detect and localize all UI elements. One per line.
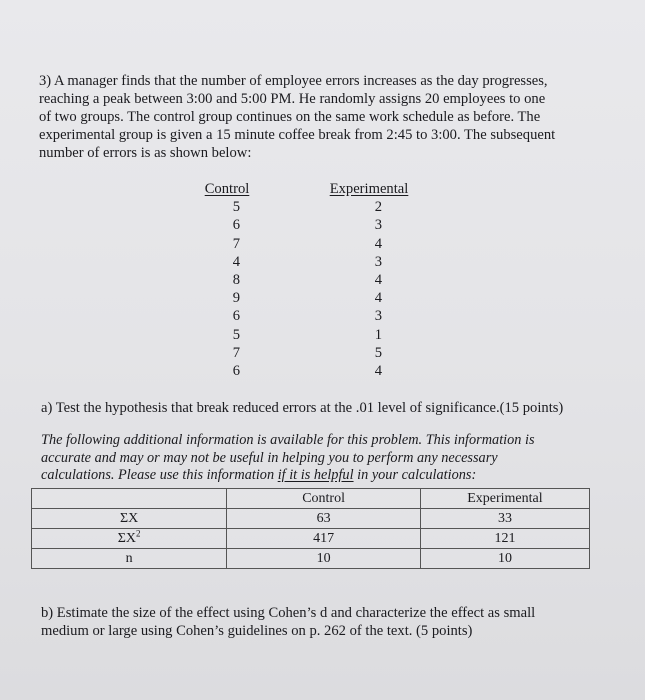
control-value: 6 — [232, 363, 240, 380]
experimental-value: 4 — [374, 290, 382, 307]
row-label-text: n — [125, 551, 133, 566]
control-value: 5 — [232, 326, 240, 343]
row-label-text: ΣX — [117, 531, 137, 546]
additional-info-note — [41, 432, 601, 485]
table-row — [32, 549, 590, 569]
control-value: 9 — [232, 290, 240, 307]
experimental-value: 3 — [374, 308, 382, 325]
table-row — [32, 529, 590, 549]
control-value: 6 — [232, 217, 240, 234]
control-column — [201, 180, 253, 380]
control-value: 7 — [232, 235, 240, 252]
control-cell: 63 — [227, 509, 421, 529]
problem-line: of two groups. The control group continues on the same work schedule as before. The — [39, 109, 541, 125]
note-emphasis: if it is helpful — [277, 467, 354, 483]
part-b-line: b) Estimate the size of the effect using Cohen’s d and characterize the effect as small — [41, 605, 536, 621]
control-cell: 10 — [227, 549, 421, 569]
part-a-question: a) Test the hypothesis that break reduced errors at the .01 level of significance.(15 points) — [41, 400, 564, 416]
control-cell: 417 — [227, 529, 421, 549]
summary-stats-table — [31, 488, 590, 569]
note-line-end: in your calculations: — [353, 467, 477, 483]
problem-line: 3) A manager finds that the number of employee errors increases as the day progresses, — [39, 73, 548, 89]
note-line — [41, 467, 601, 485]
experimental-column — [325, 180, 413, 380]
control-value: 6 — [232, 308, 240, 325]
experimental-value: 3 — [374, 217, 382, 234]
experimental-cell: 33 — [420, 509, 589, 529]
control-value: 5 — [232, 199, 240, 216]
experimental-value: 2 — [374, 199, 382, 216]
note-line: The following additional information is available for this problem. This information is — [41, 432, 535, 448]
table-row — [32, 509, 590, 529]
part-b-line: medium or large using Cohen’s guidelines on p. 262 of the text. (5 points) — [41, 623, 473, 639]
experimental-value: 3 — [374, 253, 382, 270]
superscript: 2 — [136, 528, 141, 539]
row-label — [32, 529, 227, 549]
experimental-cell: 121 — [420, 529, 589, 549]
table-header-cell: Experimental — [420, 489, 589, 509]
note-line-text: calculations. Please use this information — [41, 467, 278, 483]
problem-statement — [39, 72, 609, 162]
control-value: 7 — [232, 344, 240, 361]
experimental-cell: 10 — [420, 549, 589, 569]
control-header: Control — [204, 181, 250, 197]
table-header-cell — [32, 489, 227, 509]
row-label — [32, 549, 227, 569]
experimental-value: 4 — [374, 363, 382, 380]
row-label — [32, 509, 227, 529]
table-header-row — [32, 489, 590, 509]
problem-line: number of errors is as shown below: — [39, 145, 252, 161]
experimental-value: 4 — [374, 272, 382, 289]
control-value: 4 — [232, 253, 240, 270]
row-label-text: ΣX — [120, 511, 139, 526]
problem-line: reaching a peak between 3:00 and 5:00 PM. He randomly assigns 20 employees to one — [39, 91, 546, 107]
experimental-value: 4 — [374, 235, 382, 252]
experimental-value: 5 — [374, 344, 382, 361]
table-header-cell: Control — [227, 489, 421, 509]
note-line: accurate and may or may not be useful in helping you to perform any necessary — [41, 449, 498, 466]
experimental-value: 1 — [374, 326, 382, 343]
experimental-header: Experimental — [329, 181, 409, 197]
part-b-question — [41, 604, 611, 640]
problem-line: experimental group is given a 15 minute coffee break from 2:45 to 3:00. The subsequent — [39, 127, 556, 143]
control-value: 8 — [232, 272, 240, 289]
